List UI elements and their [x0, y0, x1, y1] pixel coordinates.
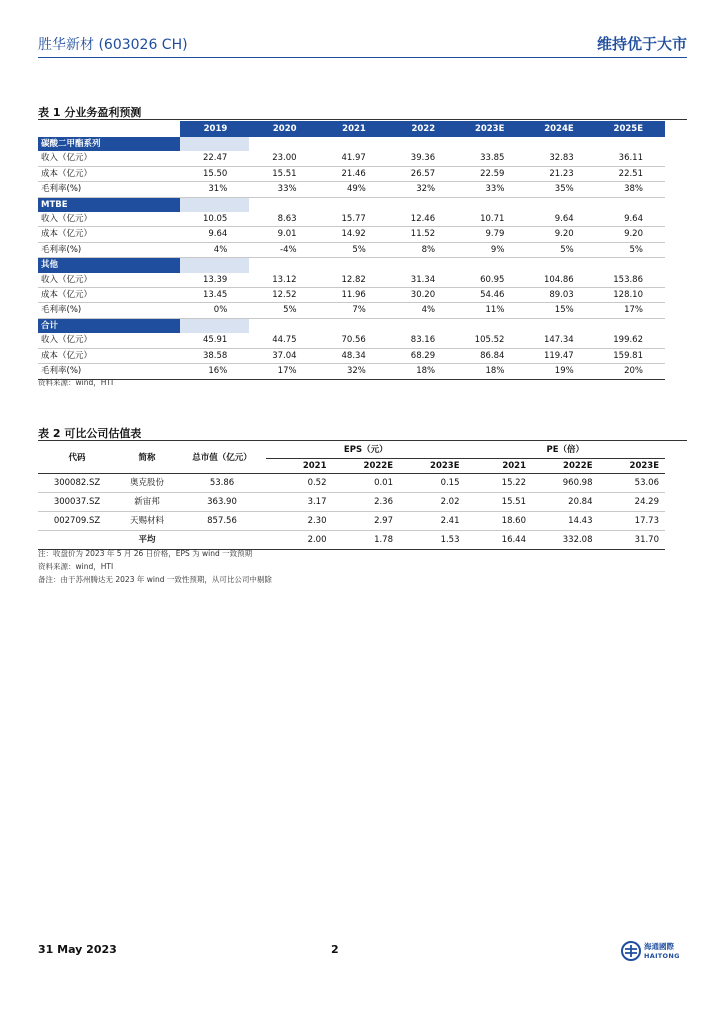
segment-forecast-table — [38, 121, 665, 380]
table-cell: 2.30 — [266, 512, 333, 531]
table-cell: 18% — [457, 364, 526, 379]
table-cell: -4% — [249, 242, 318, 257]
row-label: 成本（亿元） — [38, 166, 180, 181]
table-row — [38, 493, 665, 512]
logo-cn-text: 海通國際 — [644, 942, 674, 951]
table-cell: 10.71 — [457, 212, 526, 227]
table-cell: 41.97 — [319, 151, 388, 166]
table-cell: 70.56 — [319, 333, 388, 348]
table-row — [38, 151, 665, 166]
table-cell: 9.64 — [180, 227, 249, 242]
table-cell: 22.47 — [180, 151, 249, 166]
table-row — [38, 348, 665, 363]
table1-source: 资料来源：wind，HTI — [38, 378, 114, 387]
table2-note: 注：收盘价为 2023 年 5 月 26 日价格，EPS 为 wind 一致预期 — [38, 549, 253, 558]
row-label: 毛利率(%) — [38, 303, 180, 318]
table-row — [38, 227, 665, 242]
table-cell: 11.96 — [319, 288, 388, 303]
market-cap: 53.86 — [178, 474, 266, 493]
table-cell: 15.51 — [466, 493, 533, 512]
stock-code: 300082.SZ — [38, 474, 116, 493]
stock-name: 新宙邦 — [116, 493, 178, 512]
section-fill — [180, 258, 249, 273]
table1-title-rule — [38, 119, 687, 120]
table-cell: 22.59 — [457, 166, 526, 181]
table-cell: 11.52 — [388, 227, 457, 242]
table-cell: 5% — [596, 242, 665, 257]
table-row — [38, 333, 665, 348]
table-cell: 9.64 — [526, 212, 595, 227]
table-cell: 14.92 — [319, 227, 388, 242]
table-cell: 17.73 — [599, 512, 666, 531]
table-cell: 105.52 — [457, 333, 526, 348]
table-cell: 12.46 — [388, 212, 457, 227]
row-label: 成本（亿元） — [38, 348, 180, 363]
average-label: 平均 — [116, 531, 178, 550]
table-cell: 48.34 — [319, 348, 388, 363]
section-name: MTBE — [38, 197, 180, 212]
table-cell: 54.46 — [457, 288, 526, 303]
sub-year-header: 2021 — [266, 459, 333, 474]
row-label: 收入（亿元） — [38, 273, 180, 288]
stock-name: 天赐材料 — [116, 512, 178, 531]
table-row — [38, 364, 665, 379]
section-fill — [180, 197, 249, 212]
table-row — [38, 512, 665, 531]
table1-title: 表 1 分业务盈利预测 — [38, 106, 142, 119]
section-blank — [249, 258, 665, 273]
table-cell: 38.58 — [180, 348, 249, 363]
average-cell: 1.53 — [399, 531, 466, 550]
row-label: 收入（亿元） — [38, 212, 180, 227]
row-label: 收入（亿元） — [38, 333, 180, 348]
section-name: 碳酸二甲酯系列 — [38, 137, 180, 151]
sub-year-header: 2023E — [399, 459, 466, 474]
table-cell: 0.52 — [266, 474, 333, 493]
table-cell: 12.52 — [249, 288, 318, 303]
haitong-logo-icon — [621, 941, 641, 961]
table-cell: 37.04 — [249, 348, 318, 363]
table-cell: 0.01 — [333, 474, 400, 493]
section-name: 合计 — [38, 318, 180, 333]
table-cell: 39.36 — [388, 151, 457, 166]
table-cell: 5% — [319, 242, 388, 257]
table-cell: 5% — [526, 242, 595, 257]
table-cell: 49% — [319, 182, 388, 197]
table-cell: 13.12 — [249, 273, 318, 288]
section-fill — [180, 137, 249, 151]
year-header: 2019 — [180, 121, 249, 137]
row-label: 毛利率(%) — [38, 364, 180, 379]
table-cell: 13.39 — [180, 273, 249, 288]
table-row — [38, 242, 665, 257]
table-cell: 2.97 — [333, 512, 400, 531]
section-header-row — [38, 197, 665, 212]
section-blank — [249, 197, 665, 212]
table-cell: 147.34 — [526, 333, 595, 348]
report-rating-header: 维持优于大市 — [596, 35, 687, 53]
table-cell: 17% — [249, 364, 318, 379]
table-cell: 44.75 — [249, 333, 318, 348]
col-group-pe: PE（倍） — [466, 442, 666, 459]
sub-year-header: 2021 — [466, 459, 533, 474]
logo-en-text: HAITONG — [644, 952, 680, 960]
year-header: 2021 — [319, 121, 388, 137]
average-cell: 31.70 — [599, 531, 666, 550]
table2-note: 资料来源：wind，HTI — [38, 562, 114, 571]
table-cell: 23.00 — [249, 151, 318, 166]
table-cell: 15.50 — [180, 166, 249, 181]
table-cell: 104.86 — [526, 273, 595, 288]
table-cell: 2.41 — [399, 512, 466, 531]
year-header: 2023E — [457, 121, 526, 137]
table-cell: 9.01 — [249, 227, 318, 242]
table-cell: 32.83 — [526, 151, 595, 166]
row-label: 收入（亿元） — [38, 151, 180, 166]
year-header: 2025E — [596, 121, 665, 137]
year-header: 2024E — [526, 121, 595, 137]
table-cell: 9.20 — [526, 227, 595, 242]
section-blank — [249, 137, 665, 151]
table-cell: 24.29 — [599, 493, 666, 512]
table-cell: 7% — [319, 303, 388, 318]
table2-title-rule — [38, 440, 687, 441]
stock-code: 300037.SZ — [38, 493, 116, 512]
table-cell: 2.36 — [333, 493, 400, 512]
table-cell: 119.47 — [526, 348, 595, 363]
table-cell: 18% — [388, 364, 457, 379]
table-cell: 5% — [249, 303, 318, 318]
table2-note: 备注：由于苏州腾达无 2023 年 wind 一致性预期，从可比公司中剔除 — [38, 575, 272, 584]
table-cell: 36.11 — [596, 151, 665, 166]
row-label: 成本（亿元） — [38, 288, 180, 303]
table-cell: 3.17 — [266, 493, 333, 512]
table-cell: 60.95 — [457, 273, 526, 288]
market-cap: 363.90 — [178, 493, 266, 512]
average-cell: 332.08 — [532, 531, 599, 550]
peer-valuation-table — [38, 442, 665, 550]
table-cell: 4% — [388, 303, 457, 318]
table-cell: 53.06 — [599, 474, 666, 493]
table-cell: 4% — [180, 242, 249, 257]
table-cell: 45.91 — [180, 333, 249, 348]
table-cell: 35% — [526, 182, 595, 197]
table-row — [38, 212, 665, 227]
table-cell: 2.02 — [399, 493, 466, 512]
table-cell: 33% — [457, 182, 526, 197]
row-label: 成本（亿元） — [38, 227, 180, 242]
haitong-logo — [621, 939, 683, 965]
table-cell: 18.60 — [466, 512, 533, 531]
stock-name: 奥克股份 — [116, 474, 178, 493]
row-label: 毛利率(%) — [38, 242, 180, 257]
table-cell: 68.29 — [388, 348, 457, 363]
col-header-code: 代码 — [38, 442, 116, 474]
table-cell: 20.84 — [532, 493, 599, 512]
table-cell: 159.81 — [596, 348, 665, 363]
market-cap: 857.56 — [178, 512, 266, 531]
table-cell: 15.77 — [319, 212, 388, 227]
table-cell: 960.98 — [532, 474, 599, 493]
table-row — [38, 182, 665, 197]
table-cell: 9.79 — [457, 227, 526, 242]
header-divider — [38, 57, 687, 58]
sub-year-header: 2023E — [599, 459, 666, 474]
table-cell: 14.43 — [532, 512, 599, 531]
table-cell: 0.15 — [399, 474, 466, 493]
table-cell: 33% — [249, 182, 318, 197]
table-cell: 15.51 — [249, 166, 318, 181]
table-cell: 128.10 — [596, 288, 665, 303]
table-cell: 86.84 — [457, 348, 526, 363]
table-cell: 83.16 — [388, 333, 457, 348]
stock-code: 002709.SZ — [38, 512, 116, 531]
table-cell: 19% — [526, 364, 595, 379]
average-cell: 2.00 — [266, 531, 333, 550]
table-cell: 30.20 — [388, 288, 457, 303]
section-name: 其他 — [38, 258, 180, 273]
average-cell: 1.78 — [333, 531, 400, 550]
table-cell: 22.51 — [596, 166, 665, 181]
section-header-row — [38, 318, 665, 333]
table-cell: 32% — [319, 364, 388, 379]
col-group-eps: EPS（元） — [266, 442, 466, 459]
table-cell: 31% — [180, 182, 249, 197]
table-row — [38, 303, 665, 318]
table2-title: 表 2 可比公司估值表 — [38, 427, 142, 440]
average-cell: 16.44 — [466, 531, 533, 550]
year-header: 2020 — [249, 121, 318, 137]
section-blank — [249, 318, 665, 333]
table-row — [38, 474, 665, 493]
table-cell: 9.20 — [596, 227, 665, 242]
table-cell: 17% — [596, 303, 665, 318]
table-cell: 9% — [457, 242, 526, 257]
table-cell: 38% — [596, 182, 665, 197]
table-cell: 11% — [457, 303, 526, 318]
table-cell: 89.03 — [526, 288, 595, 303]
table-cell: 8.63 — [249, 212, 318, 227]
table-cell: 9.64 — [596, 212, 665, 227]
col-header-mcap: 总市值（亿元） — [178, 442, 266, 474]
table-cell: 12.82 — [319, 273, 388, 288]
section-header-row — [38, 137, 665, 151]
table-cell: 0% — [180, 303, 249, 318]
table-cell: 15% — [526, 303, 595, 318]
table-row — [38, 288, 665, 303]
sub-year-header: 2022E — [333, 459, 400, 474]
table-cell: 15.22 — [466, 474, 533, 493]
table-cell: 153.86 — [596, 273, 665, 288]
table-cell: 13.45 — [180, 288, 249, 303]
table-cell: 21.23 — [526, 166, 595, 181]
footer-date: 31 May 2023 — [38, 943, 117, 956]
table-cell: 20% — [596, 364, 665, 379]
table1-header-row — [38, 121, 665, 137]
page-number: 2 — [331, 943, 339, 956]
table-cell: 31.34 — [388, 273, 457, 288]
table-row — [38, 166, 665, 181]
table-cell: 21.46 — [319, 166, 388, 181]
table1-corner — [38, 121, 180, 137]
table-cell: 10.05 — [180, 212, 249, 227]
col-header-name: 简称 — [116, 442, 178, 474]
table-cell: 32% — [388, 182, 457, 197]
table-cell: 26.57 — [388, 166, 457, 181]
row-label: 毛利率(%) — [38, 182, 180, 197]
sub-year-header: 2022E — [532, 459, 599, 474]
section-header-row — [38, 258, 665, 273]
year-header: 2022 — [388, 121, 457, 137]
table-row — [38, 273, 665, 288]
section-fill — [180, 318, 249, 333]
report-company-header: 胜华新材 (603026 CH) — [38, 37, 188, 53]
table-cell: 33.85 — [457, 151, 526, 166]
table-cell: 199.62 — [596, 333, 665, 348]
table-cell: 8% — [388, 242, 457, 257]
table-cell: 16% — [180, 364, 249, 379]
